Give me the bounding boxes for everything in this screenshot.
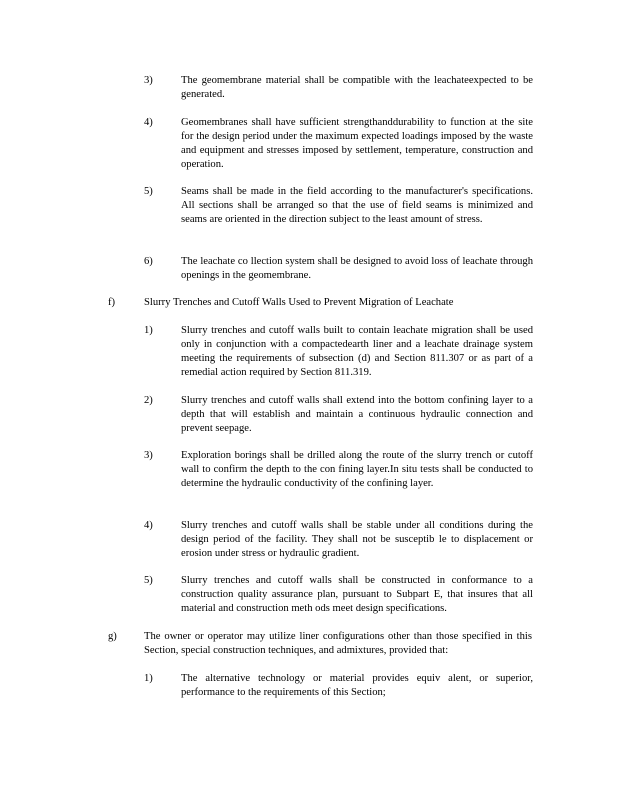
list-item-text: Slurry trenches and cutoff walls shall be constructed in conformance to a construction quality assurance plan, pursuant to Subpart E, that insures that all material and construction meth ods meet design specifications. — [181, 575, 533, 614]
section-marker: g) — [108, 631, 117, 642]
list-marker: 4) — [144, 117, 153, 128]
list-item-text: Geomembranes shall have sufficient strengthanddurability to function at the site for the design period under the maximum expected loadings imposed by the waste and equipment and stresses imposed by settlement, temperature, construction and operation. — [181, 117, 533, 170]
list-item-text: Slurry trenches and cutoff walls shall be stable under all conditions during the design period of the facility. They shall not be susceptib le to displacement or erosion under stress or hydraulic gradient. — [181, 520, 533, 559]
list-item-text: The geomembrane material shall be compatible with the leachateexpected to be generated. — [181, 75, 533, 100]
list-item-text: The alternative technology or material provides equiv alent, or superior, performance to the requirements of this Section; — [181, 673, 533, 698]
section-marker: f) — [108, 297, 116, 308]
list-item-text: The leachate co llection system shall be designed to avoid loss of leachate through openings in the geomembrane. — [181, 256, 533, 281]
section-heading: Slurry Trenches and Cutoff Walls Used to Prevent Migration of Leachate — [144, 297, 454, 308]
list-item-text: Slurry trenches and cutoff walls shall extend into the bottom confining layer to a depth that will establish and maintain a continuous hydraulic connection and prevent seepage. — [181, 395, 533, 434]
list-marker: 5) — [144, 186, 153, 197]
list-marker: 3) — [144, 450, 153, 461]
list-marker: 5) — [144, 575, 153, 586]
list-marker: 1) — [144, 673, 153, 684]
list-marker: 3) — [144, 75, 153, 86]
list-item-text: Slurry trenches and cutoff walls built to contain leachate migration shall be used only in conjunction with a compactedearth liner and a leachate drainage system meeting the requirements of subsection (d) and Section 811.307 or as part of a remedial action required by Section 811.319. — [181, 325, 533, 378]
list-item-text: Exploration borings shall be drilled along the route of the slurry trench or cutoff wall to confirm the depth to the con fining layer.In situ tests shall be conducted to determine the hydraulic conductivity of the confining layer. — [181, 450, 533, 489]
list-item-text: Seams shall be made in the field according to the manufacturer's specifications. All sections shall be arranged so that the use of field seams is minimized and seams are oriented in the direction subject to the least amount of stress. — [181, 186, 533, 225]
list-marker: 6) — [144, 256, 153, 267]
list-marker: 4) — [144, 520, 153, 531]
list-marker: 2) — [144, 395, 153, 406]
section-paragraph: The owner or operator may utilize liner configurations other than those specified in this Section, special construction techniques, and admixtures, provided that: — [144, 631, 532, 656]
list-marker: 1) — [144, 325, 153, 336]
